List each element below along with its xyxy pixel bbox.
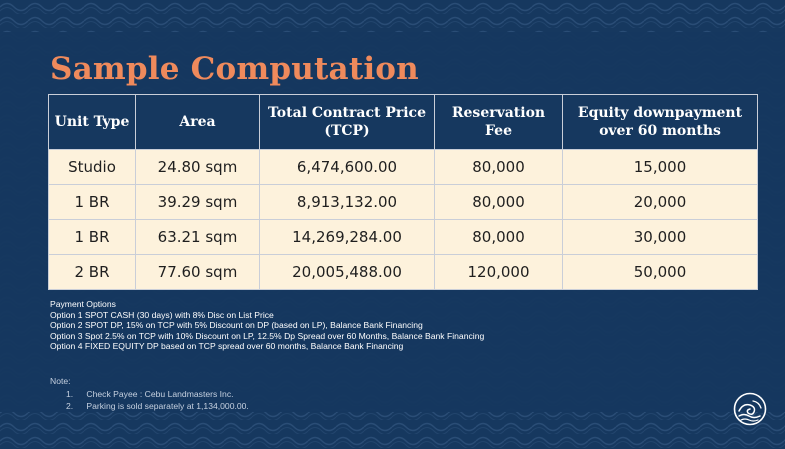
notes [50,375,249,413]
table-row [49,255,758,290]
cell-unit-type: 1 BR [49,185,136,220]
table-header-row [49,95,758,150]
cell-area: 63.21 sqm [136,220,260,255]
header-total-contract-price: Total Contract Price (TCP) [260,95,435,150]
header-unit-type: Unit Type [49,95,136,150]
table-row [49,150,758,185]
cell-reservation-fee: 80,000 [435,220,563,255]
note-text: Parking is sold separately at 1,134,000.00. [86,401,249,411]
table-row [49,185,758,220]
table-row [49,220,758,255]
cell-area: 77.60 sqm [136,255,260,290]
note-item [50,400,249,413]
note-item [50,388,249,401]
cell-equity-downpayment: 30,000 [563,220,758,255]
cell-unit-type: Studio [49,150,136,185]
note-number: 2. [66,401,74,411]
computation-table [48,94,758,290]
payment-option-2: Option 2 SPOT DP, 15% on TCP with 5% Discount on DP (based on LP), Balance Bank Financing [50,320,423,330]
cell-equity-downpayment: 50,000 [563,255,758,290]
cell-tcp: 20,005,488.00 [260,255,435,290]
payment-option-4: Option 4 FIXED EQUITY DP based on TCP spread over 60 months, Balance Bank Financing [50,341,404,351]
cell-unit-type: 1 BR [49,220,136,255]
payment-options [50,299,484,352]
cell-tcp: 8,913,132.00 [260,185,435,220]
payment-options-heading: Payment Options [50,299,116,309]
header-equity-downpayment: Equity downpayment over 60 months [563,95,758,150]
page-title: Sample Computation [50,51,419,87]
cell-reservation-fee: 120,000 [435,255,563,290]
payment-option-1: Option 1 SPOT CASH (30 days) with 8% Disc on List Price [50,309,274,320]
cell-equity-downpayment: 20,000 [563,185,758,220]
cell-equity-downpayment: 15,000 [563,150,758,185]
header-reservation-fee: Reservation Fee [435,95,563,150]
cell-area: 39.29 sqm [136,185,260,220]
payment-option-3: Option 3 Spot 2.5% on TCP with 10% Discount on LP, 12.5% Dp Spread over 60 Months, Balance Bank Financing [50,330,485,341]
cell-unit-type: 2 BR [49,255,136,290]
note-text: Check Payee : Cebu Landmasters Inc. [86,388,234,399]
wave-circle-logo-icon [733,392,767,426]
cell-reservation-fee: 80,000 [435,185,563,220]
note-number: 1. [66,388,74,399]
notes-heading: Note: [50,376,71,386]
header-area: Area [136,95,260,150]
cell-area: 24.80 sqm [136,150,260,185]
cell-tcp: 6,474,600.00 [260,150,435,185]
cell-reservation-fee: 80,000 [435,150,563,185]
cell-tcp: 14,269,284.00 [260,220,435,255]
